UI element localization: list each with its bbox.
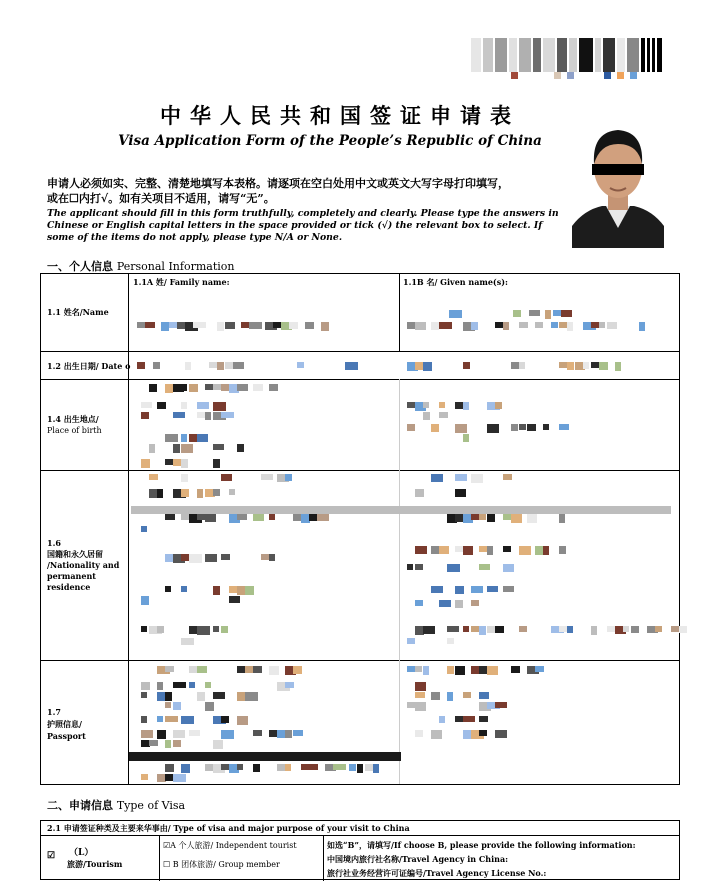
redacted-pixel bbox=[293, 666, 302, 674]
redacted-pixel bbox=[221, 474, 232, 481]
redacted-pixel bbox=[607, 322, 617, 329]
redacted-pixel bbox=[253, 730, 262, 736]
redacted-pixel bbox=[623, 626, 629, 632]
redacted-pixel bbox=[245, 692, 258, 701]
redacted-pixel bbox=[463, 362, 470, 369]
visa-class-l: （L） bbox=[69, 848, 94, 858]
redacted-pixel bbox=[551, 322, 558, 328]
redacted-pixel bbox=[567, 322, 573, 331]
redacted-pixel bbox=[503, 564, 514, 572]
redacted-pixel bbox=[237, 444, 244, 452]
redacted-pixel bbox=[615, 362, 621, 371]
redacted-pixel bbox=[165, 434, 178, 442]
redacted-pixel bbox=[639, 322, 645, 331]
tourism-checkbox[interactable]: ☑ bbox=[47, 851, 56, 861]
redacted-pixel bbox=[205, 412, 211, 420]
redacted-pixel bbox=[141, 412, 149, 419]
redacted-pixel bbox=[221, 554, 230, 560]
redacted-pixel bbox=[213, 444, 224, 450]
redacted-pixel bbox=[479, 564, 490, 570]
redacted-pixel bbox=[455, 424, 467, 433]
redacted-pixel bbox=[439, 716, 445, 723]
redacted-pixel bbox=[197, 692, 205, 701]
redacted-pixel bbox=[285, 682, 294, 688]
form-title-english: Visa Application Form of the People’s Republic of China bbox=[118, 133, 542, 149]
redacted-pixel bbox=[415, 600, 423, 606]
redacted-pixel bbox=[455, 666, 465, 675]
instructions-english: The applicant should fill in this form truthfully, completely and clearly. Please type the answers in Chinese or English capital letters in the space provided or tick (√) the relevant box to select. If some of the items do not apply, please type N/A or None. bbox=[47, 208, 559, 243]
redacted-pixel bbox=[519, 362, 525, 369]
redacted-pixel bbox=[253, 666, 262, 673]
redacted-pixel bbox=[181, 444, 193, 453]
redacted-pixel bbox=[165, 459, 173, 465]
redacted-pixel bbox=[173, 740, 181, 747]
redacted-pixel bbox=[415, 692, 425, 698]
nationality-label: 1.6 国籍和永久居留 /Nationality and permanent residence bbox=[47, 538, 120, 592]
redacted-pixel bbox=[149, 444, 155, 453]
redacted-pixel bbox=[423, 666, 429, 675]
redacted-pixel bbox=[349, 764, 356, 771]
redacted-pixel bbox=[415, 362, 423, 370]
travel-agency-label: 中国境内旅行社名称/Travel Agency in China: bbox=[327, 854, 509, 864]
redacted-pixel bbox=[181, 474, 188, 482]
redacted-pixel bbox=[511, 514, 522, 523]
redacted-pixel bbox=[189, 384, 198, 392]
redacted-pixel bbox=[157, 730, 166, 739]
redacted-pixel bbox=[181, 514, 189, 520]
redacted-pixel bbox=[463, 626, 469, 632]
given-name-label: 1.1B 名/ Given name(s): bbox=[403, 277, 508, 287]
redacted-pixel bbox=[197, 489, 203, 498]
redacted-pixel bbox=[479, 514, 486, 520]
redacted-pixel bbox=[269, 666, 279, 675]
redacted-pixel bbox=[415, 702, 426, 711]
redacted-pixel bbox=[487, 514, 495, 522]
section-2-heading: 二、申请信息 Type of Visa bbox=[47, 799, 186, 812]
redacted-pixel bbox=[519, 322, 528, 328]
redacted-pixel bbox=[181, 638, 194, 645]
redacted-pixel bbox=[479, 692, 489, 699]
personal-information-table bbox=[40, 273, 680, 785]
redacted-pixel bbox=[543, 546, 549, 555]
redacted-pixel bbox=[269, 384, 278, 391]
redacted-pixel bbox=[559, 514, 565, 523]
redacted-pixel bbox=[591, 322, 599, 328]
redacted-pixel bbox=[157, 626, 164, 633]
redacted-pixel bbox=[229, 489, 235, 495]
redacted-pixel bbox=[181, 764, 190, 773]
redacted-pixel bbox=[471, 322, 478, 330]
redacted-pixel bbox=[415, 546, 427, 554]
barcode-color-marks bbox=[471, 72, 679, 80]
redacted-pixel bbox=[503, 586, 514, 592]
redacted-pixel bbox=[487, 546, 493, 555]
redacted-pixel bbox=[471, 600, 479, 606]
redacted-pixel bbox=[213, 626, 219, 632]
redacted-pixel bbox=[407, 322, 415, 329]
redacted-pixel bbox=[487, 424, 499, 433]
applicant-photo bbox=[572, 114, 664, 248]
redacted-pixel bbox=[197, 626, 210, 635]
redacted-pixel bbox=[213, 692, 225, 699]
redacted-pixel bbox=[165, 692, 172, 701]
redacted-pixel bbox=[415, 730, 423, 737]
redacted-pixel bbox=[567, 626, 573, 633]
redacted-pixel bbox=[511, 666, 520, 673]
redacted-pixel bbox=[415, 682, 426, 691]
redacted-pixel bbox=[153, 362, 160, 369]
redacted-pixel bbox=[173, 702, 181, 710]
redacted-pixel bbox=[149, 474, 158, 480]
redacted-pixel bbox=[479, 716, 488, 722]
visa-class-l-tourism: 旅游/Tourism bbox=[67, 859, 123, 869]
redacted-pixel bbox=[333, 764, 346, 770]
redacted-pixel bbox=[495, 730, 507, 738]
redacted-pixel bbox=[173, 730, 185, 738]
redacted-pixel bbox=[495, 626, 504, 633]
redacted-pixel bbox=[511, 424, 518, 431]
redacted-pixel bbox=[221, 626, 228, 633]
redacted-pixel bbox=[269, 554, 275, 561]
redacted-pixel bbox=[527, 424, 536, 431]
redacted-pixel bbox=[141, 692, 147, 698]
redacted-pixel bbox=[529, 310, 540, 316]
date-of-birth-label: 1.2 出生日期/ Date o bbox=[47, 361, 131, 371]
redacted-pixel bbox=[181, 716, 194, 724]
redacted-pixel bbox=[197, 434, 208, 442]
redacted-pixel bbox=[229, 596, 240, 603]
redacted-pixel bbox=[519, 424, 526, 430]
redacted-pixel bbox=[149, 384, 157, 392]
redacted-pixel bbox=[205, 554, 217, 562]
redacted-pixel bbox=[431, 474, 443, 482]
redacted-pixel bbox=[189, 626, 197, 634]
redacted-pixel bbox=[631, 626, 639, 633]
redacted-pixel bbox=[321, 322, 329, 331]
redacted-pixel bbox=[141, 459, 150, 468]
redacted-pixel bbox=[237, 514, 247, 520]
redacted-pixel bbox=[157, 682, 163, 690]
redacted-pixel bbox=[289, 322, 298, 329]
redacted-pixel bbox=[431, 424, 439, 432]
redacted-pixel bbox=[415, 489, 424, 497]
redacted-pixel bbox=[193, 322, 206, 328]
redacted-pixel bbox=[463, 716, 475, 722]
redacted-pixel bbox=[141, 626, 147, 632]
redacted-pixel bbox=[407, 564, 413, 570]
redacted-pixel bbox=[233, 362, 244, 369]
redacted-pixel bbox=[345, 362, 358, 370]
redacted-pixel bbox=[559, 626, 567, 632]
redacted-pixel bbox=[249, 322, 262, 329]
redacted-pixel bbox=[205, 682, 211, 688]
redacted-pixel bbox=[439, 546, 449, 554]
redacted-pixel bbox=[519, 546, 531, 555]
redacted-pixel bbox=[165, 764, 174, 772]
redacted-pixel bbox=[165, 514, 175, 520]
redacted-pixel bbox=[165, 666, 174, 672]
redacted-pixel bbox=[189, 682, 195, 688]
redacted-pixel bbox=[463, 730, 471, 739]
redacted-pixel bbox=[543, 424, 549, 430]
redacted-pixel bbox=[157, 489, 163, 498]
redacted-pixel bbox=[309, 764, 318, 770]
redacted-pixel bbox=[655, 626, 662, 632]
redacted-pixel bbox=[407, 424, 415, 431]
redacted-pixel bbox=[165, 740, 171, 748]
redacted-pixel bbox=[253, 384, 263, 391]
redacted-pixel bbox=[519, 626, 527, 632]
redacted-pixel bbox=[141, 716, 147, 723]
passport-label: 1.7 护照信息/ Passport bbox=[47, 707, 86, 741]
travel-agency-license-label: 旅行社业务经营许可证编号/Travel Agency License No.: bbox=[327, 868, 547, 878]
redacted-pixel bbox=[415, 666, 422, 672]
redacted-pixel bbox=[305, 322, 314, 329]
redacted-pixel bbox=[415, 564, 423, 570]
redacted-pixel bbox=[181, 402, 187, 409]
redacted-pixel bbox=[181, 489, 189, 497]
redacted-pixel bbox=[173, 444, 180, 453]
redacted-pixel bbox=[141, 730, 153, 738]
redacted-pixel bbox=[149, 740, 158, 746]
redacted-pixel bbox=[157, 402, 166, 409]
redacted-pixel bbox=[165, 702, 171, 708]
redacted-pixel bbox=[449, 310, 462, 318]
family-name-label: 1.1A 姓/ Family name: bbox=[133, 277, 230, 287]
redacted-pixel bbox=[559, 546, 566, 554]
barcode bbox=[471, 38, 679, 72]
redacted-pixel bbox=[357, 764, 363, 773]
redacted-pixel bbox=[181, 434, 187, 442]
redacted-pixel bbox=[423, 362, 432, 371]
redacted-pixel bbox=[141, 774, 148, 780]
redacted-pixel bbox=[181, 586, 187, 592]
redacted-pixel bbox=[471, 474, 483, 483]
redacted-pixel bbox=[431, 692, 440, 700]
redacted-pixel bbox=[513, 310, 521, 317]
redacted-pixel bbox=[439, 322, 452, 329]
redacted-pixel bbox=[423, 402, 429, 408]
redacted-pixel bbox=[205, 384, 213, 390]
redacted-pixel bbox=[373, 764, 379, 773]
redacted-pixel bbox=[225, 322, 235, 329]
redacted-pixel bbox=[479, 730, 487, 736]
redacted-pixel bbox=[261, 554, 269, 560]
redacted-pixel bbox=[237, 384, 248, 391]
redacted-pixel bbox=[217, 322, 224, 331]
redacted-pixel bbox=[181, 384, 187, 391]
redacted-pixel bbox=[213, 740, 223, 749]
redacted-pixel bbox=[535, 322, 543, 328]
redacted-pixel bbox=[455, 474, 467, 481]
redacted-pixel bbox=[293, 730, 303, 736]
redacted-pixel bbox=[253, 514, 264, 521]
redacted-pixel bbox=[165, 586, 171, 592]
redacted-pixel bbox=[157, 716, 163, 722]
redacted-pixel bbox=[161, 322, 169, 331]
redacted-pixel bbox=[463, 402, 469, 410]
redacted-pixel bbox=[221, 412, 234, 418]
redacted-pixel bbox=[141, 596, 149, 605]
form-title-chinese: 中华人民共和国签证申请表 bbox=[160, 103, 520, 128]
redacted-pixel bbox=[237, 716, 248, 725]
redacted-pixel bbox=[141, 526, 147, 532]
redacted-pixel bbox=[439, 412, 448, 418]
redacted-pixel bbox=[431, 586, 443, 593]
redacted-pixel bbox=[599, 362, 608, 370]
redacted-pixel bbox=[241, 322, 249, 328]
redacted-pixel bbox=[559, 424, 569, 430]
redacted-pixel bbox=[679, 626, 687, 633]
redacted-pixel bbox=[217, 362, 224, 370]
redacted-pixel bbox=[463, 692, 471, 698]
if-b-instruction: 如选“B”，请填写/If choose B, please provide the following information: bbox=[327, 840, 636, 850]
redacted-pixel bbox=[173, 774, 186, 782]
redacted-pixel bbox=[447, 564, 460, 572]
redacted-pixel bbox=[407, 638, 415, 644]
redaction-bar-dark bbox=[129, 752, 401, 761]
redacted-pixel bbox=[447, 626, 459, 632]
redacted-pixel bbox=[205, 514, 216, 522]
section-1-heading: 一、个人信息 Personal Information bbox=[47, 260, 235, 273]
redacted-pixel bbox=[185, 362, 191, 370]
redacted-pixel bbox=[439, 600, 451, 607]
redacted-pixel bbox=[189, 730, 200, 736]
redacted-pixel bbox=[447, 638, 454, 644]
redacted-pixel bbox=[165, 716, 178, 722]
redacted-pixel bbox=[463, 546, 473, 555]
redacted-pixel bbox=[455, 600, 463, 608]
redacted-pixel bbox=[423, 626, 435, 634]
redacted-pixel bbox=[545, 310, 551, 319]
redacted-pixel bbox=[141, 682, 150, 690]
redacted-pixel bbox=[431, 730, 442, 739]
redacted-pixel bbox=[213, 402, 226, 411]
redacted-pixel bbox=[285, 764, 291, 771]
redacted-pixel bbox=[221, 716, 229, 723]
redacted-pixel bbox=[213, 586, 220, 595]
redacted-pixel bbox=[495, 402, 502, 409]
redacted-pixel bbox=[261, 474, 273, 480]
redacted-pixel bbox=[181, 459, 188, 468]
redacted-pixel bbox=[237, 764, 243, 770]
redacted-pixel bbox=[455, 402, 463, 409]
redacted-pixel bbox=[583, 362, 589, 369]
redacted-pixel bbox=[423, 412, 430, 420]
redacted-pixel bbox=[455, 546, 463, 552]
redacted-pixel bbox=[495, 702, 507, 708]
redacted-pixel bbox=[599, 322, 605, 328]
redacted-pixel bbox=[455, 489, 466, 497]
redacted-pixel bbox=[479, 626, 486, 635]
name-label: 1.1 姓名/Name bbox=[47, 307, 109, 317]
redacted-pixel bbox=[591, 626, 597, 635]
redacted-pixel bbox=[439, 402, 445, 408]
redacted-pixel bbox=[447, 692, 453, 701]
place-of-birth-label: 1.4 出生地点/ Place of birth bbox=[47, 414, 102, 435]
redacted-pixel bbox=[145, 322, 155, 328]
redacted-pixel bbox=[213, 459, 220, 468]
redacted-pixel bbox=[431, 322, 439, 330]
redacted-pixel bbox=[137, 362, 145, 369]
redacted-pixel bbox=[173, 412, 185, 418]
redacted-pixel bbox=[213, 384, 221, 390]
redacted-pixel bbox=[173, 682, 186, 688]
redacted-pixel bbox=[197, 666, 207, 673]
redacted-pixel bbox=[487, 666, 498, 675]
redacted-pixel bbox=[245, 586, 254, 595]
option-a-independent-tourist[interactable]: ☑A 个人旅游/ Independent tourist bbox=[163, 841, 297, 850]
redacted-pixel bbox=[415, 322, 426, 330]
redacted-pixel bbox=[527, 514, 537, 523]
redacted-pixel bbox=[455, 586, 464, 594]
redacted-pixel bbox=[189, 554, 202, 563]
option-b-group-member[interactable]: ☐ B 团体旅游/ Group member bbox=[163, 860, 280, 869]
redacted-pixel bbox=[567, 362, 574, 370]
redacted-pixel bbox=[269, 730, 277, 737]
redacted-pixel bbox=[503, 322, 509, 330]
redacted-pixel bbox=[213, 489, 220, 496]
redacted-pixel bbox=[503, 474, 512, 480]
redacted-pixel bbox=[561, 310, 572, 317]
redacted-pixel bbox=[471, 586, 483, 593]
visa-type-table bbox=[40, 820, 680, 880]
redacted-pixel bbox=[285, 730, 292, 738]
redacted-pixel bbox=[205, 702, 214, 711]
redacted-pixel bbox=[165, 384, 173, 393]
redacted-pixel bbox=[297, 362, 304, 368]
redacted-pixel bbox=[317, 514, 329, 521]
redacted-pixel bbox=[221, 730, 234, 739]
redacted-pixel bbox=[141, 402, 152, 408]
redacted-pixel bbox=[447, 666, 454, 674]
instructions-chinese: 申请人必须如实、完整、清楚地填写本表格。请逐项在空白处用中文或英文大写字母打印填写， 或在☐内打√。如有关项目不适用，请写“无”。 bbox=[47, 177, 509, 205]
redacted-pixel bbox=[487, 586, 498, 592]
redacted-pixel bbox=[535, 666, 544, 672]
redacted-pixel bbox=[463, 434, 469, 442]
redaction-bar bbox=[131, 506, 671, 514]
redacted-pixel bbox=[503, 546, 511, 552]
redacted-pixel bbox=[269, 514, 275, 520]
visa-type-row-heading: 2.1 申请签证种类及主要来华事由/ Type of visa and major purpose of your visit to China bbox=[41, 821, 679, 836]
redacted-pixel bbox=[253, 764, 260, 772]
redacted-pixel bbox=[285, 474, 292, 481]
redacted-pixel bbox=[197, 402, 209, 409]
